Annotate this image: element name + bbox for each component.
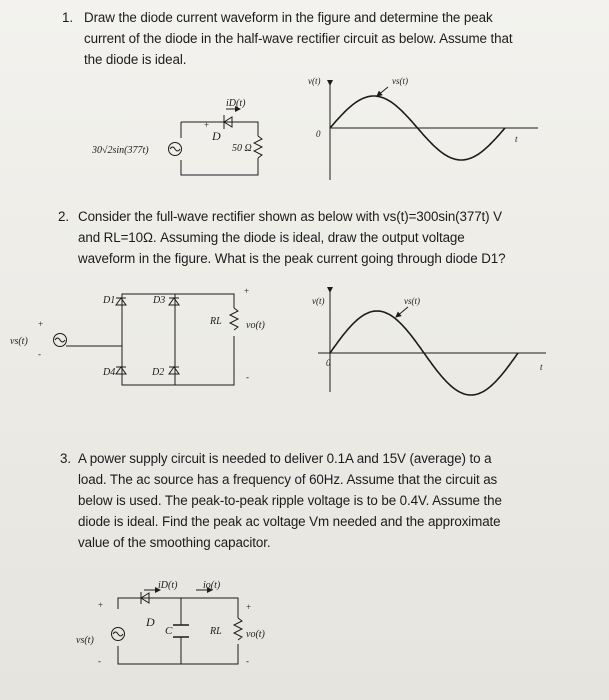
q3-io-label: io(t) (203, 580, 221, 591)
q3-load-resistor (234, 618, 242, 640)
question-2-line: Consider the full-wave rectifier shown as below with vs(t)=300sin(377t) V (78, 209, 502, 224)
question-1-number: 1. (62, 10, 73, 25)
q1-curve-label: vs(t) (392, 76, 408, 86)
q3-wire-bottom (118, 644, 238, 664)
q3-out-minus: - (246, 656, 249, 666)
q1-y-label: v(t) (308, 76, 321, 86)
q2-source-label: vs(t) (10, 336, 28, 347)
q2-diode-d1 (116, 298, 126, 305)
q1-current-label: iD(t) (226, 98, 246, 109)
question-1-line: the diode is ideal. (84, 52, 187, 67)
q3-source-plus: + (98, 600, 104, 610)
q3-id-label: iD(t) (158, 580, 178, 591)
q2-t-label: t (540, 362, 543, 372)
question-2-line: waveform in the figure. What is the peak current going through diode D1? (78, 251, 506, 266)
q3-cap-label: C (165, 625, 173, 637)
q2-curve-pointer (396, 307, 408, 317)
q2-diode-d4 (116, 367, 126, 374)
q2-load-resistor (230, 308, 238, 330)
q1-origin: 0 (316, 129, 321, 139)
question-1-line: current of the diode in the half-wave rectifier circuit as below. Assume that (84, 31, 513, 46)
q2-source-minus: - (38, 349, 41, 359)
q2-y-label: v(t) (312, 296, 325, 306)
q2-diode-d2 (169, 367, 179, 374)
q2-ac-wave (55, 338, 65, 342)
q2-diode-d3 (169, 298, 179, 305)
q1-ac-wave (170, 147, 180, 151)
question-2-line: and RL=10Ω. Assuming the diode is ideal, draw the output voltage (78, 230, 465, 245)
q2-out-minus: - (246, 372, 249, 382)
q2-wire-top (175, 294, 234, 308)
question-3-line: A power supply circuit is needed to deliver 0.1A and 15V (average) to a (78, 451, 492, 466)
q1-curve-pointer (377, 87, 388, 96)
q1-source-label: 30√2sin(377t) (92, 145, 149, 156)
q1-wire-bottom (181, 158, 258, 175)
q2-bridge-frame (122, 294, 175, 385)
q2-out-label: vo(t) (246, 320, 265, 331)
q1-graph (330, 85, 538, 180)
q2-origin: 0 (326, 358, 331, 368)
q3-source-minus: - (98, 656, 101, 666)
q2-wire-bottom (175, 336, 234, 385)
question-3-number: 3. (60, 451, 71, 466)
q2-curve-label: vs(t) (404, 296, 420, 306)
question-3-line: diode is ideal. Find the peak ac voltage Vm needed and the approximate (78, 514, 501, 529)
question-2-number: 2. (58, 209, 69, 224)
question-3-line: below is used. The peak-to-peak ripple voltage is to be 0.4V. Assume the (78, 493, 502, 508)
q1-plus: + (204, 120, 210, 130)
q2-d2-label: D2 (152, 367, 165, 378)
q3-out-plus: + (246, 602, 252, 612)
q2-source-plus: + (38, 319, 44, 329)
q2-load-label: RL (210, 316, 222, 327)
q2-graph (318, 292, 546, 395)
q3-circuit (112, 590, 243, 664)
q2-out-plus: + (244, 286, 250, 296)
q3-wire-top (118, 598, 238, 618)
q3-diode-label: D (146, 615, 155, 629)
q1-resistor-label: 50 Ω (232, 143, 252, 154)
q2-d4-label: D4 (103, 367, 116, 378)
q3-capacitor (173, 625, 189, 637)
q3-out-label: vo(t) (246, 629, 265, 640)
q1-diode-label: D (212, 129, 221, 143)
q2-d1-label: D1 (103, 295, 116, 306)
q3-source-label: vs(t) (76, 635, 94, 646)
question-3-line: value of the smoothing capacitor. (78, 535, 271, 550)
q3-load-label: RL (210, 626, 222, 637)
q1-resistor (254, 136, 262, 158)
q3-ac-wave (113, 632, 123, 636)
q2-d3-label: D3 (153, 295, 166, 306)
question-3-line: load. The ac source has a frequency of 60Hz. Assume that the circuit as (78, 472, 498, 487)
q1-t-label: t (515, 134, 518, 144)
q2-circuit (54, 294, 239, 385)
question-1-line: Draw the diode current waveform in the figure and determine the peak (84, 10, 493, 25)
